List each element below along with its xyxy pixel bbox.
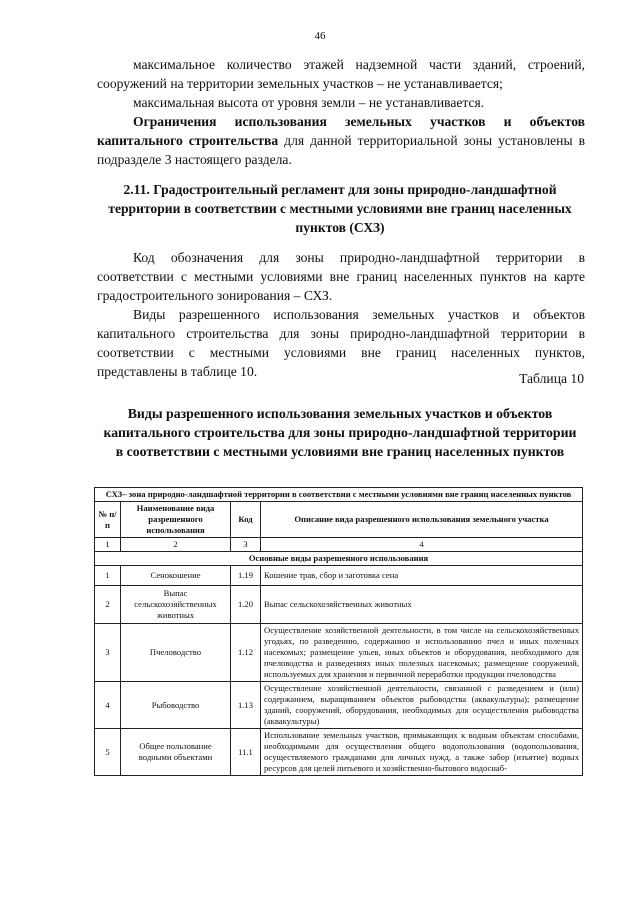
col-number-2: 2 [121, 538, 231, 552]
restriction-bold: Ограничения использования земельных участков и объектов капитального строительства [97, 114, 585, 148]
row-code: 1.12 [231, 624, 261, 682]
row-number: 3 [95, 624, 121, 682]
restriction-paragraph [97, 112, 585, 169]
zone-header: СХЗ– зона природно-ландшафтной территории в соответствии с местными условиями вне границ населенных пунктов [95, 488, 583, 502]
section-heading: 2.11. Градостроительный регламент для зоны природно-ландшафтной территории в соответствии с местными условиями вне границ населенных пунктов (СХЗ) [108, 182, 572, 235]
intro-line-2: максимальная высота от уровня земли – не устанавливается. [133, 95, 485, 110]
header-description: Описание вида разрешенного использования земельного участка [261, 502, 583, 538]
intro-block [97, 55, 585, 169]
header-code: Код [231, 502, 261, 538]
row-description: Выпас сельскохозяйственных животных [261, 586, 583, 624]
header-number: № п/п [95, 502, 121, 538]
intro-line-1: максимальное количество этажей надземной части зданий, строений, сооружений на территории земельных участков – не устанавливается; [97, 57, 585, 91]
table-row [95, 624, 583, 682]
row-name: Выпас сельскохозяйственных животных [121, 586, 231, 624]
row-number: 2 [95, 586, 121, 624]
col-number-4: 4 [261, 538, 583, 552]
row-code: 1.13 [231, 682, 261, 729]
row-code: 1.20 [231, 586, 261, 624]
row-number: 5 [95, 729, 121, 776]
row-description: Осуществление хозяйственной деятельности, связанной с разведением и (или) содержанием, выращиванием объектов рыбоводства (аквакультуры); размещение зданий, сооружений, оборудования, необходимых для осуществления рыбоводства (аквакультуры) [261, 682, 583, 729]
col-number-1: 1 [95, 538, 121, 552]
section-row: Основные виды разрешенного использования [95, 552, 583, 566]
paragraph-types: Виды разрешенного использования земельных участков и объектов капитального строительства для зоны природно-ландшафтной территории в соответствии с местными условиями вне границ населенных пунктов, представлены в таблице 10. [97, 307, 585, 379]
table-row [95, 586, 583, 624]
row-name: Общее пользование водными объектами [121, 729, 231, 776]
table-label: Таблица 10 [519, 371, 584, 386]
row-number: 4 [95, 682, 121, 729]
page-number: 46 [314, 30, 326, 42]
row-name: Сенокошение [121, 566, 231, 586]
table-title: Виды разрешенного использования земельных участков и объектов капитального строительства для зоны природно-ландшафтной территории в соответствии с местными условиями вне границ населенных пунктов [103, 406, 577, 459]
land-use-table [94, 487, 583, 776]
table-row [95, 566, 583, 586]
row-name: Рыбоводство [121, 682, 231, 729]
paragraph-code: Код обозначения для зоны природно-ландшафтной территории в соответствии с местными условиями вне границ населенных пунктов на карте градостроительного зонирования – СХЗ. [97, 250, 585, 303]
row-code: 11.1 [231, 729, 261, 776]
row-description: Кошение трав, сбор и заготовка сена [261, 566, 583, 586]
table-row [95, 729, 583, 776]
header-name: Наименование вида разрешенного использования [121, 502, 231, 538]
row-code: 1.19 [231, 566, 261, 586]
row-description: Осуществление хозяйственной деятельности, в том числе на сельскохозяйственных угодьях, по разведению, содержанию и использованию пчел и иных полезных насекомых; размещение ульев, иных объектов и оборудования, необходимого для пчеловодства и разведениях иных полезных насекомых; размещение сооружений, используемых для хранения и первичной переработки продукции пчеловодства [261, 624, 583, 682]
restriction-rest: для данной территориальной зоны установлены в подразделе 3 настоящего раздела. [97, 133, 585, 167]
row-number: 1 [95, 566, 121, 586]
body-block [97, 248, 585, 381]
row-description: Использование земельных участков, примыкающих к водным объектам способами, необходимыми для осуществления общего водопользования (водопользования, осуществляемого гражданами для личных нужд, а также забор (изъятие) водных ресурсов для целей питьевого и хозяйственно-бытового водоснаб- [261, 729, 583, 776]
row-name: Пчеловодство [121, 624, 231, 682]
col-number-3: 3 [231, 538, 261, 552]
table-row [95, 682, 583, 729]
